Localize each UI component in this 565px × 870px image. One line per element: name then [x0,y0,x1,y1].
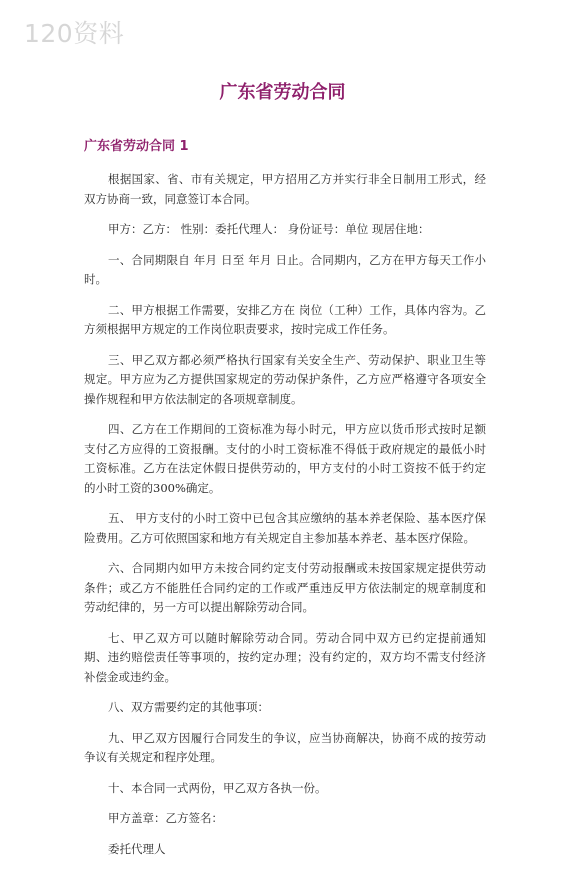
paragraph-clause-6: 六、合同期内如甲方未按合同约定支付劳动报酬或未按国家规定提供劳动条件；或乙方不能胜任合同约定的工作或严重违反甲方依法制定的规章制度和劳动纪律的，另一方可以提出解除劳动合同。 [84,561,486,614]
paragraph-clause-7: 七、甲乙双方可以随时解除劳动合同。劳动合同中双方已约定提前通知期、违约赔偿责任等事项的，按约定办理；没有约定的，双方均不需支付经济补偿金或违约金。 [84,630,486,684]
paragraph-clause-1: 一、合同期限自 年月 日至 年月 日止。合同期内，乙方在甲方每天工作小时。 [84,252,486,286]
paragraph-signatures: 甲方盖章：乙方签名： [108,811,223,825]
paragraph-parties: 甲方：乙方： 性别：委托代理人： 身份证号：单位 现居住地： [108,222,430,236]
paragraph-clause-2: 二、甲方根据工作需要，安排乙方在 岗位（工种）工作，具体内容为。乙方须根据甲方规定的工作岗位职责要求，按时完成工作任务。 [84,302,486,336]
paragraph-clause-3: 三、甲乙双方都必须严格执行国家有关安全生产、劳动保护、职业卫生等规定。甲方应为乙方提供国家规定的劳动保护条件，乙方应严格遵守各项安全操作规程和甲方依法制定的各项规章制度。 [84,352,486,406]
paragraph-preamble: 根据国家、省、市有关规定，甲方招用乙方并实行非全日制用工形式，经双方协商一致，同意签订本合同。 [84,172,486,206]
paragraph-agent: 委托代理人 [108,841,166,856]
paragraph-clause-5: 五、 甲方支付的小时工资中已包含其应缴纳的基本养老保险、基本医疗保险费用。乙方可依照国家和地方有关规定自主参加基本养老、基本医疗保险。 [84,511,486,545]
paragraph-clause-10: 十、本合同一式两份，甲乙双方各执一份。 [108,780,327,795]
contract-body [84,170,486,870]
section-title: 广东省劳动合同 1 [84,139,189,154]
paragraph-clause-9: 九、甲乙双方因履行合同发生的争议，应当协商解决，协商不成的按劳动争议有关规定和程序处理。 [84,730,486,764]
document-title: 广东省劳动合同 [219,82,346,103]
watermark-logo: 120资料 [24,19,125,48]
paragraph-clause-4: 四、乙方在工作期间的工资标准为每小时元，甲方应以货币形式按时足额支付乙方应得的工资报酬。支付的小时工资标准不得低于政府规定的最低小时工资标准。乙方在法定休假日提供劳动的，甲方支付的小时工资按不低于约定的小时工资的300%确定。 [84,422,486,495]
paragraph-clause-8: 八、双方需要约定的其他事项： [108,700,269,714]
